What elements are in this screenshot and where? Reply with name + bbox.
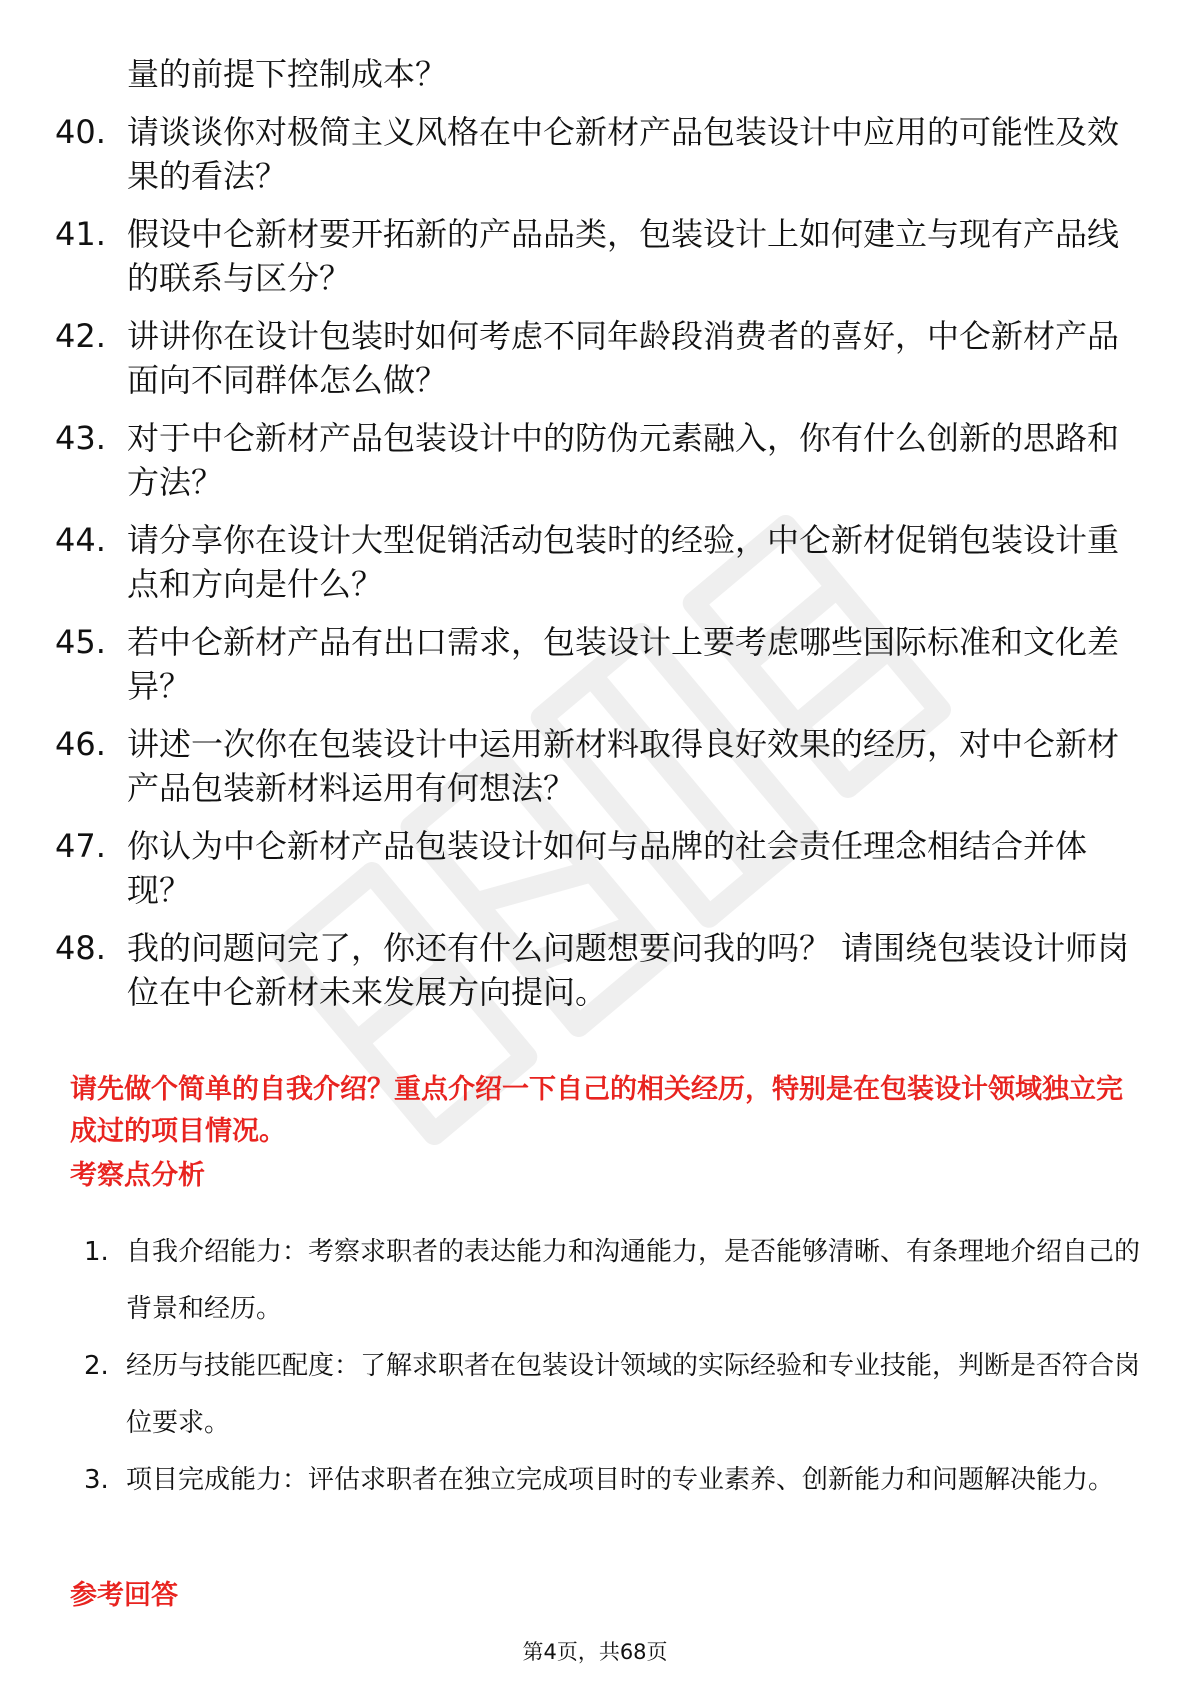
analysis-item — [84, 1452, 1140, 1509]
question-number: 45. — [55, 623, 106, 661]
question-item — [55, 518, 1130, 606]
analysis-item — [84, 1338, 1140, 1452]
question-text: 请谈谈你对极简主义风格在中仑新材产品包装设计中应用的可能性及效果的看法？ — [127, 113, 1120, 195]
question-number: 46. — [55, 725, 106, 763]
question-item — [55, 212, 1130, 300]
analysis-item — [84, 1224, 1140, 1338]
analysis-number: 3. — [84, 1465, 109, 1495]
question-text: 你认为中仑新材产品包装设计如何与品牌的社会责任理念相结合并体现？ — [127, 827, 1088, 909]
question-list — [55, 52, 1130, 1028]
question-item — [55, 620, 1130, 708]
question-number: 40. — [55, 113, 106, 151]
question-number: 43. — [55, 419, 106, 457]
question-text: 讲述一次你在包装设计中运用新材料取得良好效果的经历，对中仑新材产品包装新材料运用有何想法？ — [127, 725, 1120, 807]
question-number: 48. — [55, 929, 106, 967]
question-text: 讲讲你在设计包装时如何考虑不同年龄段消费者的喜好，中仑新材产品面向不同群体怎么做？ — [127, 317, 1120, 399]
question-number: 47. — [55, 827, 106, 865]
highlight-question: 请先做个简单的自我介绍？重点介绍一下自己的相关经历，特别是在包装设计领域独立完成过的项目情况。 — [70, 1074, 1123, 1147]
page-number: 第4页，共68页 — [522, 1640, 668, 1664]
question-item — [55, 722, 1130, 810]
question-item — [55, 926, 1130, 1014]
question-text: 假设中仑新材要开拓新的产品品类，包装设计上如何建立与现有产品线的联系与区分？ — [127, 215, 1120, 297]
question-text: 请分享你在设计大型促销活动包装时的经验，中仑新材促销包装设计重点和方向是什么？ — [127, 521, 1120, 603]
question-text: 若中仑新材产品有出口需求，包装设计上要考虑哪些国际标准和文化差异？ — [127, 623, 1120, 705]
question-item — [55, 824, 1130, 912]
analysis-list — [84, 1224, 1140, 1509]
question-number: 42. — [55, 317, 106, 355]
question-item — [55, 416, 1130, 504]
reference-title: 参考回答 — [70, 1580, 178, 1611]
analysis-text: 项目完成能力：评估求职者在独立完成项目时的专业素养、创新能力和问题解决能力。 — [126, 1465, 1115, 1495]
analysis-number: 2. — [84, 1351, 109, 1381]
question-text: 我的问题问完了，你还有什么问题想要问我的吗？ 请围绕包装设计师岗位在中仑新材未来发展方向提问。 — [127, 929, 1130, 1011]
analysis-text: 经历与技能匹配度：了解求职者在包装设计领域的实际经验和专业技能，判断是否符合岗位要求。 — [126, 1351, 1141, 1438]
question-text: 量的前提下控制成本？ — [127, 55, 448, 93]
question-number: 41. — [55, 215, 106, 253]
analysis-text: 自我介绍能力：考察求职者的表达能力和沟通能力，是否能够清晰、有条理地介绍自己的背景和经历。 — [126, 1237, 1141, 1324]
question-text: 对于中仑新材产品包装设计中的防伪元素融入，你有什么创新的思路和方法？ — [127, 419, 1120, 501]
question-item — [55, 110, 1130, 198]
question-item — [55, 314, 1130, 402]
analysis-number: 1. — [84, 1237, 109, 1267]
analysis-title: 考察点分析 — [70, 1160, 205, 1191]
question-number: 44. — [55, 521, 106, 559]
question-item — [55, 52, 1130, 96]
